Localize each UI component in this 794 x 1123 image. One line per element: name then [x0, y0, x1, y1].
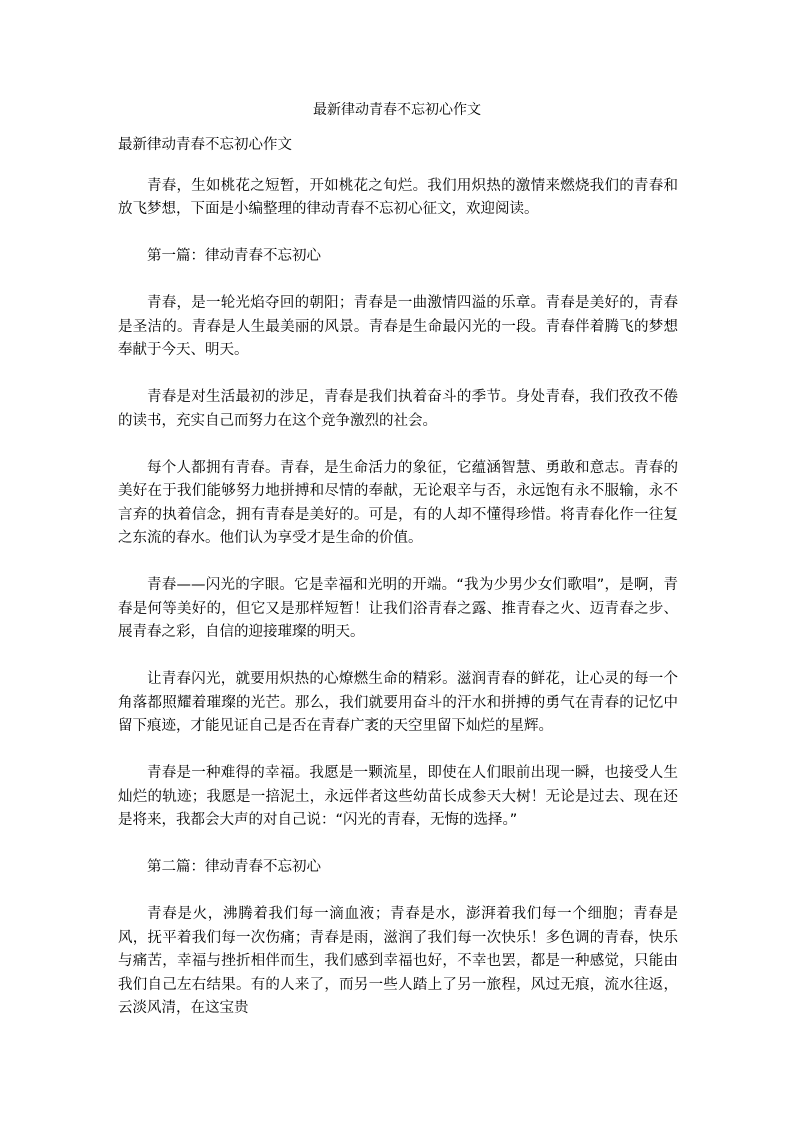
document-body: [118, 134, 678, 1044]
document-title: 最新律动青春不忘初心作文: [313, 102, 481, 118]
paragraph: 让青春闪光，就要用炽热的心燎燃生命的精彩。滋润青春的鲜花，让心灵的每一个角落都照耀着璀璨的光芒。那么，我们就要用奋斗的汗水和拼搏的勇气在青春的记忆中留下痕迹，才能见证自己是否在青春广袤的天空里留下灿烂的星辉。: [118, 671, 678, 734]
paragraph: 青春是火，沸腾着我们每一滴血液；青春是水，澎湃着我们每一个细胞；青春是风，抚平着我们每一次伤痛；青春是雨，滋润了我们每一次快乐！多色调的青春，快乐与痛苦，幸福与挫折相伴而生，我们感到幸福也好，不幸也罢，都是一种感觉，只能由我们自己左右结果。有的人来了，而另一些人踏上了另一旅程，风过无痕，流水往返，云淡风清，在这宝贵: [118, 906, 678, 1016]
paragraph: 青春，是一轮光焰夺回的朝阳；青春是一曲激情四溢的乐章。青春是美好的，青春是圣洁的。青春是人生最美丽的风景。青春是生命最闪光的一段。青春伴着腾飞的梦想奉献于今天、明天。: [118, 295, 678, 358]
section-heading: 第二篇：律动青春不忘初心: [147, 859, 321, 875]
paragraph: 青春是对生活最初的涉足，青春是我们执着奋斗的季节。身处青春，我们孜孜不倦的读书，充实自己而努力在这个竞争激烈的社会。: [118, 389, 678, 429]
paragraph: 每个人都拥有青春。青春，是生命活力的象征，它蕴涵智慧、勇敢和意志。青春的美好在于我们能够努力地拼搏和尽情的奉献，无论艰辛与否，永远饱有永不服输，永不言弃的执着信念，拥有青春是美好的。可是，有的人却不懂得珍惜。将青春化作一往复之东流的春水。他们认为享受才是生命的价值。: [118, 459, 678, 546]
paragraph: 青春是一种难得的幸福。我愿是一颗流星，即使在人们眼前出现一瞬，也接受人生灿烂的轨迹；我愿是一掊泥土，永远伴者这些幼苗长成参天大树！无论是过去、现在还是将来，我都会大声的对自己说：“闪光的青春，无悔的选择。”: [118, 765, 678, 828]
paragraph: 青春——闪光的字眼。它是幸福和光明的开端。“我为少男少女们歌唱”，是啊，青春是何等美好的，但它又是那样短暂！让我们浴青春之露、推青春之火、迈青春之步、展青春之彩，自信的迎接璀璨的明天。: [118, 577, 678, 640]
document-subtitle: 最新律动青春不忘初心作文: [118, 137, 292, 153]
intro-paragraph: 青春，生如桃花之短暂，开如桃花之旬烂。我们用炽热的激情来燃烧我们的青春和放飞梦想，下面是小编整理的律动青春不忘初心征文，欢迎阅读。: [118, 177, 678, 217]
section-heading: 第一篇：律动青春不忘初心: [147, 248, 321, 264]
